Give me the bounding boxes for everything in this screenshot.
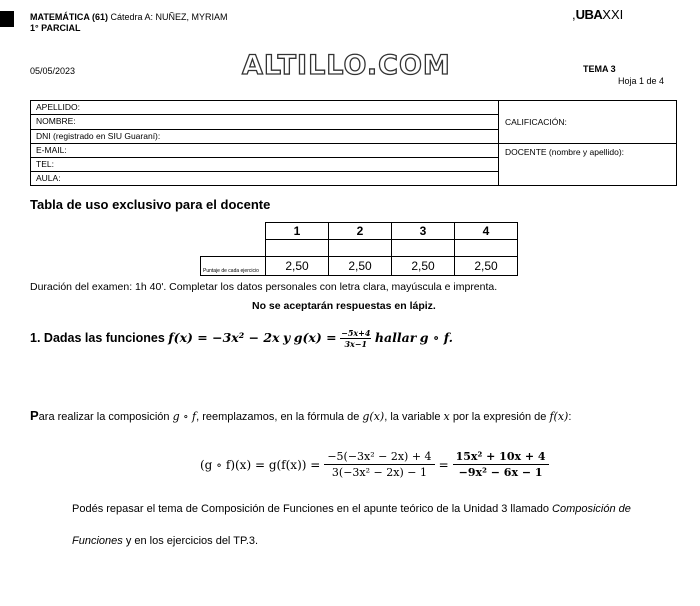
review-note-line-1: Podés repasar el tema de Composición de Funciones en el apunte teórico de la Unidad 3 llamado Composición de — [72, 503, 631, 515]
altillo-logo: ALTILLO.COM — [242, 50, 451, 81]
f-definition: f(x) = −3x² − 2x — [168, 329, 280, 345]
equation-fraction-2: $\frac{\text{15x² + 10x + 4}}{\text{−9x² − 6x − 1}}$ — [453, 450, 549, 479]
field-nombre[interactable]: NOMBRE: — [31, 115, 498, 129]
score-header: 2 — [329, 223, 392, 240]
field-dni[interactable]: DNI (registrado en SIU Guaraní): — [31, 130, 498, 144]
score-value: 2,50 — [266, 257, 329, 276]
score-corner — [201, 223, 266, 240]
catedra: Cátedra A: NUÑEZ, MYRIAM — [110, 12, 228, 22]
score-value: 2,50 — [329, 257, 392, 276]
field-tel[interactable]: TEL: — [31, 158, 498, 172]
score-header: 3 — [392, 223, 455, 240]
no-pencil-notice: No se aceptarán respuestas en lápiz. — [252, 300, 436, 312]
score-value: 2,50 — [455, 257, 518, 276]
score-table — [200, 222, 518, 276]
review-note-line-2: Funciones y en los ejercicios del TP.3. — [72, 535, 259, 547]
equation-fraction-1: $\frac{\text{−5(−3x² − 2x) + 4}}{\text{3(−3x² − 2x) − 1}}$ — [324, 450, 434, 479]
score-entry[interactable] — [329, 240, 392, 257]
question-1: 1. Dadas las funciones f(x) = −3x² − 2x y g(x) = $\frac{-5x+4}{3x-1}$ hallar g ∘ f. — [30, 328, 453, 349]
solution-intro: Para realizar la composición g ∘ f, reemplazamos, en la fórmula de g(x), la variable x por la expresión de f(x): — [30, 408, 572, 423]
score-header: 1 — [266, 223, 329, 240]
score-entry[interactable] — [392, 240, 455, 257]
score-value: 2,50 — [392, 257, 455, 276]
field-docente[interactable]: DOCENTE (nombre y apellido): — [505, 147, 625, 157]
score-entry[interactable] — [266, 240, 329, 257]
tema-label: TEMA 3 — [583, 64, 616, 74]
duration-instructions: Duración del examen: 1h 40'. Completar los datos personales con letra clara, mayúscula e imprenta. — [30, 281, 498, 293]
page-count: Hoja 1 de 4 — [618, 76, 665, 86]
course-header — [30, 12, 228, 34]
score-row-label: Puntaje de cada ejercicio — [201, 257, 266, 276]
g-fraction: $\frac{-5x+4}{3x-1}$ — [341, 328, 371, 349]
score-header: 4 — [455, 223, 518, 240]
score-corner — [201, 240, 266, 257]
uba-xxi-logo: ,UBAXXI — [572, 7, 624, 22]
score-table-title: Tabla de uso exclusivo para el docente — [30, 197, 271, 212]
field-aula[interactable]: AULA: — [36, 173, 61, 184]
composition-equation: (g ∘ f)(x) = g(f(x)) = $\frac{\text{−5(−3x² − 2x) + 4}}{\text{3(−3x² − 2x) − 1}}$ = $\frac{\text{15x² + 10x + 4}}{\text{−9x² − 6x − 1}}$ — [200, 450, 553, 479]
student-data-table — [30, 100, 677, 186]
score-entry[interactable] — [455, 240, 518, 257]
corner-mark — [0, 11, 14, 27]
field-email[interactable]: E-MAIL: — [31, 144, 498, 158]
parcial-label: 1° PARCIAL — [30, 23, 81, 33]
field-apellido[interactable]: APELLIDO: — [31, 101, 498, 115]
field-calificacion[interactable]: CALIFICACIÓN: — [499, 101, 676, 144]
course-name: MATEMÁTICA (61) — [30, 12, 108, 22]
exam-date: 05/05/2023 — [30, 66, 76, 76]
